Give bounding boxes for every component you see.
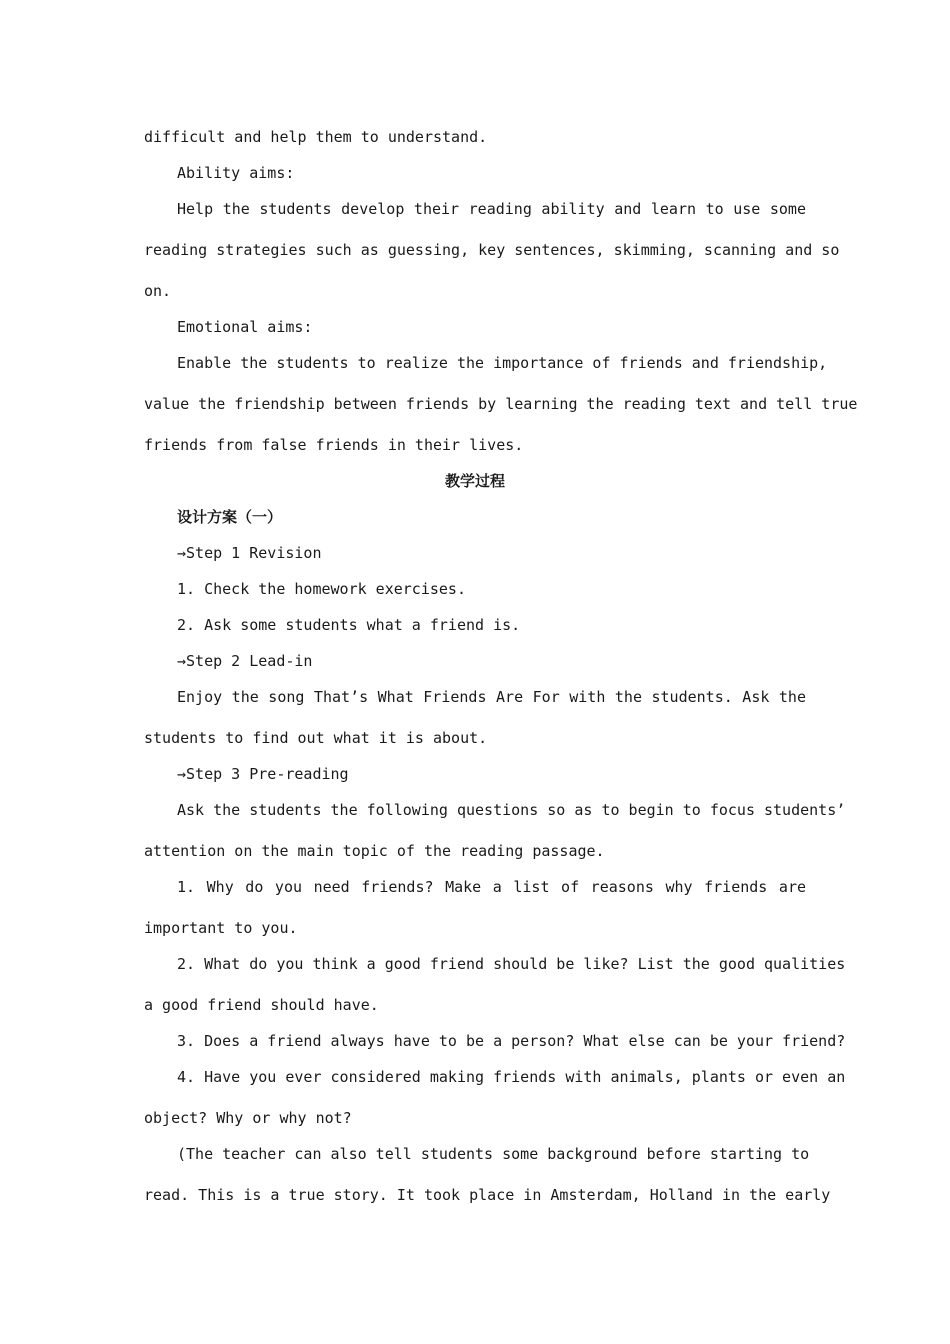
document-page	[144, 124, 858, 1208]
paragraph-line: difficult and help them to understand.	[144, 128, 488, 146]
step-heading: →Step 2 Lead-in	[177, 652, 313, 670]
list-item: 2. Ask some students what a friend is.	[177, 616, 521, 634]
question-line: object? Why or why not?	[144, 1109, 352, 1127]
paragraph-line: Ask the students the following questions so as to begin to focus students’	[177, 801, 846, 819]
ability-aims-heading: Ability aims:	[177, 164, 295, 182]
question-line: 1. Why do you need friends? Make a list of reasons why friends are	[177, 878, 806, 896]
paragraph-line: Enjoy the song That’s What Friends Are For with the students. Ask the	[177, 688, 806, 706]
paragraph-line: read. This is a true story. It took place in Amsterdam, Holland in the early	[144, 1186, 831, 1204]
paragraph-line: attention on the main topic of the reading passage.	[144, 842, 605, 860]
paragraph-line: Help the students develop their reading ability and learn to use some	[177, 200, 806, 218]
paragraph-line: value the friendship between friends by learning the reading text and tell true	[144, 395, 858, 413]
section-title: 教学过程	[444, 472, 505, 490]
list-item: 1. Check the homework exercises.	[177, 580, 466, 598]
paragraph-line: friends from false friends in their lives.	[144, 436, 524, 454]
question-line: 3. Does a friend always have to be a person? What else can be your friend?	[177, 1032, 846, 1050]
question-line: 2. What do you think a good friend should be like? List the good qualities	[177, 955, 846, 973]
plan-title: 设计方案（一）	[177, 508, 283, 526]
question-line: a good friend should have.	[144, 996, 379, 1014]
paragraph-line: (The teacher can also tell students some background before starting to	[177, 1145, 810, 1163]
paragraph-line: on.	[144, 282, 172, 300]
step-heading: →Step 3 Pre-reading	[177, 765, 349, 783]
paragraph-line: students to find out what it is about.	[144, 729, 488, 747]
question-line: 4. Have you ever considered making friends with animals, plants or even an	[177, 1068, 846, 1086]
emotional-aims-heading: Emotional aims:	[177, 318, 313, 336]
question-line: important to you.	[144, 919, 298, 937]
paragraph-line: Enable the students to realize the importance of friends and friendship,	[177, 354, 828, 372]
paragraph-line: reading strategies such as guessing, key sentences, skimming, scanning and so	[144, 241, 840, 259]
step-heading: →Step 1 Revision	[177, 544, 322, 562]
